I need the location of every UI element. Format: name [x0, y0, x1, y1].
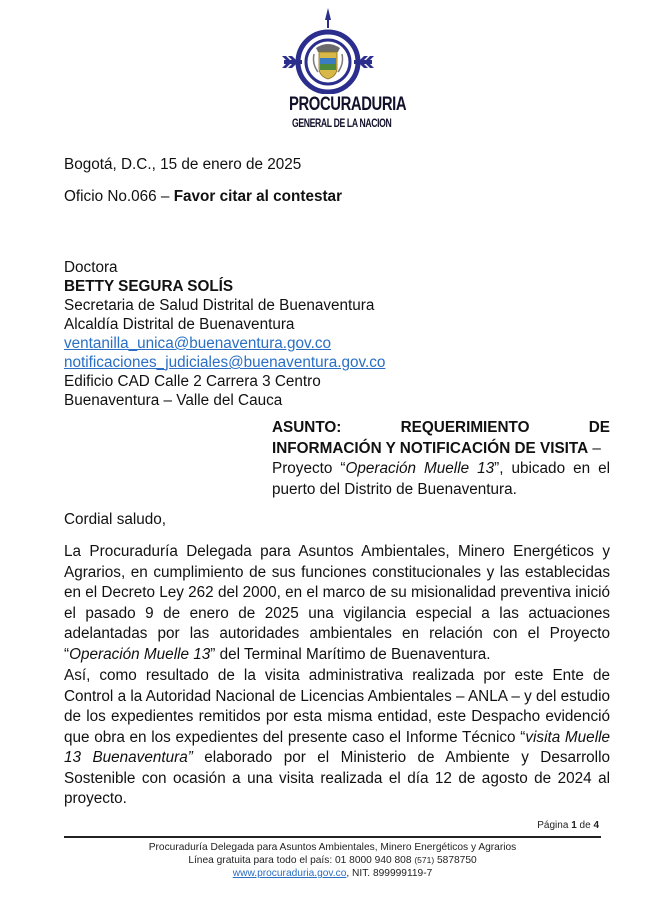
footer — [64, 841, 601, 880]
body-paragraph-1 — [64, 542, 610, 665]
footer-phone: 5878750 — [434, 855, 477, 866]
procuraduria-emblem-icon — [278, 6, 378, 94]
footer-office: Procuraduría Delegada para Asuntos Ambientales, Minero Energéticos y Agrarios — [148, 842, 517, 853]
procuraduria-logo — [278, 6, 407, 134]
logo-subtitle: GENERAL DE LA NACION — [292, 116, 392, 130]
subject-project-name: Operación Muelle 13 — [345, 460, 495, 477]
footer-hotline: Línea gratuita para todo el país: 01 8000 940 808 — [188, 855, 415, 866]
recipient-email-link-2[interactable]: notificaciones_judiciales@buenaventura.gov.co — [64, 354, 386, 371]
oficio-number: Oficio No.066 – — [64, 188, 174, 205]
date-line: Bogotá, D.C., 15 de enero de 2025 — [64, 156, 302, 173]
footer-website-link[interactable]: www.procuraduria.gov.co — [232, 868, 347, 879]
logo-title: PROCURADURIA — [289, 94, 407, 115]
subject-word-1: REQUERIMIENTO — [400, 419, 530, 436]
footer-web-line — [64, 867, 601, 880]
subject-project-prefix: Proyecto “ — [272, 460, 346, 477]
page-label: Página — [537, 820, 572, 831]
paragraph-2-text-end: elaborado por el Ministerio de Ambiente y Desarrollo Sostenible con ocasión a una visita realizada el día 12 de agosto de 2024 al proyecto. — [64, 749, 610, 807]
recipient-position: Secretaria de Salud Distrital de Buenaventura — [64, 297, 375, 314]
footer-area-code: (571) — [414, 855, 435, 865]
greeting: Cordial saludo, — [64, 511, 167, 528]
body-paragraph-2 — [64, 666, 610, 810]
subject-project — [272, 459, 610, 500]
paragraph-1-project-name: Operación Muelle 13 — [69, 645, 211, 663]
paragraph-1-text: La Procuraduría Delegada para Asuntos Ambientales, Minero Energéticos y Agrarios, en cumplimiento de sus funciones constitucionales y las establecidas en el Decreto Ley 262 del 2000, en el marco de su misionalidad preventiva inició el pasado 9 de enero de 2025 una vigilancia especial a las actuaciones adelantadas por las autoridades ambientales en relación con el Proyecto “ — [64, 543, 610, 663]
footer-phone-line — [64, 854, 601, 867]
recipient-city: Buenaventura – Valle del Cauca — [64, 392, 283, 409]
recipient-title: Doctora — [64, 259, 118, 276]
subject-block — [272, 418, 610, 500]
paragraph-2-report-name: visita Muelle 13 Buenaventura” — [64, 728, 610, 766]
oficio-instruction: Favor citar al contestar — [173, 188, 343, 205]
recipient-address: Edificio CAD Calle 2 Carrera 3 Centro — [64, 373, 321, 390]
paragraph-2-text: Así, como resultado de la visita administrativa realizada por este Ente de Control a la Autoridad Nacional de Licencias Ambientales – ANLA – y del estudio de los expedientes remitidos por esta misma entidad, este Despacho evidenció que obra en los expedientes del presente caso el Informe Técnico “ — [64, 667, 610, 746]
page-current: 1 — [571, 820, 577, 831]
subject-label: ASUNTO: — [272, 419, 342, 436]
footer-nit: , NIT. 899999119-7 — [346, 868, 433, 879]
subject-line-1 — [272, 418, 610, 439]
subject-heading: INFORMACIÓN Y NOTIFICACIÓN DE VISITA — [272, 439, 589, 457]
footer-divider — [64, 836, 601, 838]
page-separator: de — [576, 820, 594, 831]
page-total: 4 — [593, 820, 599, 831]
subject-word-2: DE — [588, 419, 610, 436]
subject-project-suffix: ”, ubicado en el puerto del Distrito de Buenaventura. — [272, 460, 610, 498]
subject-dash: – — [588, 439, 601, 457]
recipient-organization: Alcaldía Distrital de Buenaventura — [64, 316, 295, 333]
paragraph-1-text-end: ” del Terminal Marítimo de Buenaventura. — [210, 645, 491, 663]
recipient-email-link-1[interactable]: ventanilla_unica@buenaventura.gov.co — [64, 335, 331, 352]
recipient-name: BETTY SEGURA SOLÍS — [64, 278, 234, 295]
oficio-line — [64, 187, 342, 206]
subject-line-2 — [272, 439, 610, 460]
page-number — [537, 820, 599, 831]
